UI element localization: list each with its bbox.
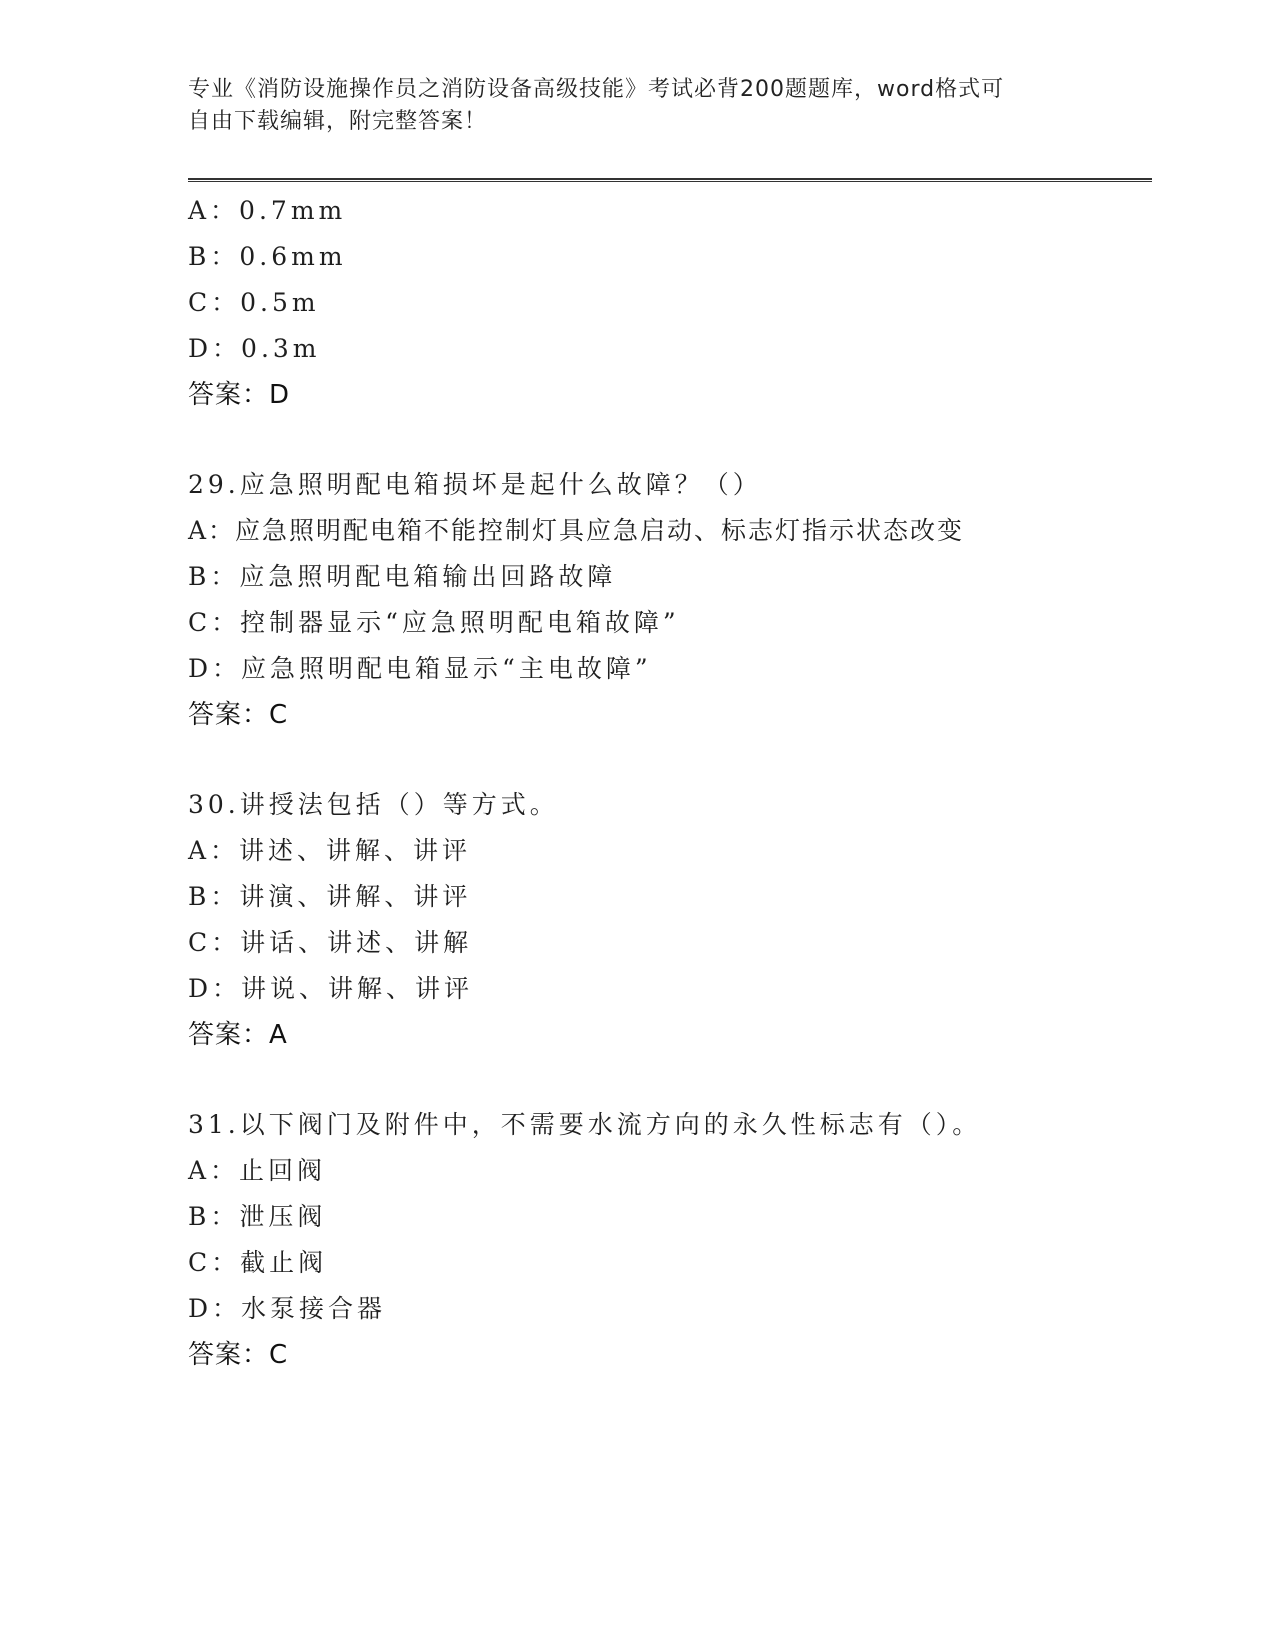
question-block	[188, 462, 1152, 738]
option-b: B：0.6mm	[188, 242, 347, 271]
option-d: D：0.3m	[188, 334, 321, 363]
question-text: 30.讲授法包括（）等方式。	[188, 790, 559, 819]
header-line-1: 专业《消防设施操作员之消防设备高级技能》考试必背200题题库，word格式可	[188, 77, 1005, 102]
option-d: D：应急照明配电箱显示“主电故障”	[188, 654, 652, 683]
option-a: A：应急照明配电箱不能控制灯具应急启动、标志灯指示状态改变	[188, 516, 965, 545]
option-d: D：水泵接合器	[188, 1294, 387, 1323]
option-a: A：讲述、讲解、讲评	[188, 836, 472, 865]
option-a: A：0.7mm	[188, 196, 347, 225]
question-block	[188, 188, 1152, 418]
block-spacer	[188, 1058, 1152, 1102]
answer-line: 答案：D	[188, 380, 291, 410]
answer-line: 答案：C	[188, 700, 289, 730]
option-b: B：讲演、讲解、讲评	[188, 882, 472, 911]
option-c: C：0.5m	[188, 288, 320, 317]
question-block	[188, 782, 1152, 1058]
question-text: 29.应急照明配电箱损坏是起什么故障？（）	[188, 470, 762, 499]
header-line-2: 自由下载编辑，附完整答案！	[188, 109, 488, 134]
option-c: C：控制器显示“应急照明配电箱故障”	[188, 608, 680, 637]
block-spacer	[188, 738, 1152, 782]
block-spacer	[188, 418, 1152, 462]
answer-line: 答案：C	[188, 1340, 289, 1370]
question-block	[188, 1102, 1152, 1378]
option-c: C：截止阀	[188, 1248, 328, 1277]
question-text: 31.以下阀门及附件中，不需要水流方向的永久性标志有（）。	[188, 1110, 982, 1139]
header-divider	[188, 178, 1152, 182]
option-b: B：应急照明配电箱输出回路故障	[188, 562, 617, 591]
answer-line: 答案：A	[188, 1020, 288, 1050]
option-b: B：泄压阀	[188, 1202, 327, 1231]
option-c: C：讲话、讲述、讲解	[188, 928, 473, 957]
document-header	[188, 74, 1068, 138]
option-d: D：讲说、讲解、讲评	[188, 974, 474, 1003]
option-a: A：止回阀	[188, 1156, 327, 1185]
question-list	[188, 188, 1152, 1378]
